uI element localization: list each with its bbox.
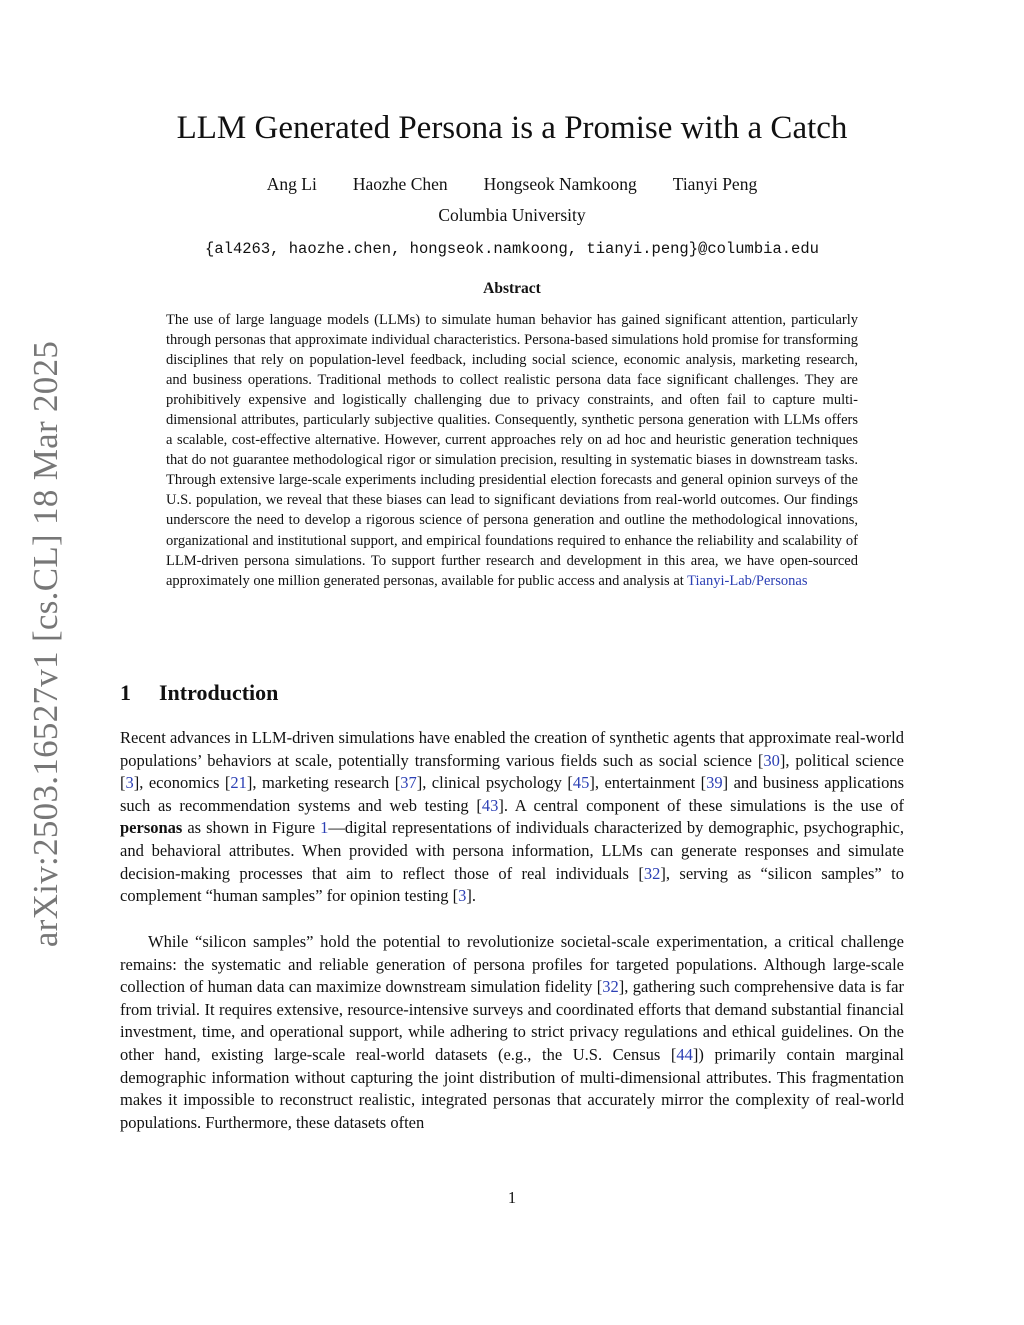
- abstract-text: The use of large language models (LLMs) to simulate human behavior has gained significant attention, particularly through personas that approximate individual characteristics. Persona-based simulations hold promise for transforming disciplines that rely on population-level feedback, including social science, economic analysis, marketing research, and business operations. Traditional methods to collect realistic persona data face significant challenges. They are prohibitively expensive and logistically challenging due to privacy constraints, and often fail to capture multi-dimensional attributes, particularly subjective qualities. Consequently, synthetic persona generation with LLMs offers a scalable, cost-effective alternative. However, current approaches rely on ad hoc and heuristic generation techniques that do not guarantee methodological rigor or simulation precision, resulting in systematic biases in downstream tasks. Through extensive large-scale experiments including presidential election forecasts and general opinion surveys of the U.S. population, we reveal that these biases can lead to significant deviations from real-world outcomes. Our findings underscore the need to develop a rigorous science of persona generation and outline the methodological innovations, organizational and institutional support, and empirical foundations required to enhance the reliability and scalability of LLM-driven persona simulations. To support further research and development in this area, we have open-sourced approximately one million generated personas, available for public access and analysis at: [166, 312, 858, 589]
- citation-link[interactable]: 3: [125, 773, 134, 793]
- paragraph-text: ], political science [: [120, 750, 904, 793]
- section-title: Introduction: [159, 680, 279, 705]
- author-emails: {al4263, haozhe.chen, hongseok.namkoong, tianyi.peng}@columbia.edu: [205, 240, 819, 258]
- figure-link[interactable]: 1: [320, 818, 329, 838]
- paragraph-text: ]) primarily contain marginal demographic information without capturing the joint distribution of multi-dimensional attributes. This fragmentation makes it impossible to reconstruct realistic, integrated personas that accurately mirror the complexity of real-world populations. Furthermore, these datasets often: [120, 1044, 904, 1132]
- author-name: Tianyi Peng: [672, 174, 758, 194]
- citation-link[interactable]: 3: [458, 886, 467, 906]
- citation-link[interactable]: 44: [676, 1044, 693, 1064]
- paragraph-text: While “silicon samples” hold the potential to revolutionize societal-scale experimentation, a critical challenge remains: the systematic and reliable generation of persona profiles for targeted populations. Although large-scale collection of human data can maximize downstream simulation fidelity [: [120, 932, 904, 997]
- paper-title: LLM Generated Persona is a Promise with a Catch: [176, 110, 848, 146]
- author-name: Haozhe Chen: [352, 174, 448, 194]
- paragraph-text: ]. A central component of these simulations is the use of: [498, 795, 904, 815]
- paragraph-text: ], serving as “silicon samples” to complement “human samples” for opinion testing [: [120, 863, 904, 906]
- paragraph-text: ] and business applications such as recommendation systems and web testing [: [120, 773, 905, 815]
- author-name: Hongseok Namkoong: [483, 174, 637, 194]
- paragraph-text: ].: [466, 886, 477, 906]
- paragraph-text: ], economics [: [133, 773, 231, 793]
- abstract-body: [166, 310, 858, 591]
- citation-link[interactable]: 32: [602, 977, 619, 997]
- author-list: [0, 174, 1024, 195]
- intro-paragraph-1: [120, 727, 904, 908]
- paragraph-text: ], clinical psychology [: [416, 773, 573, 793]
- section-heading-introduction: [120, 680, 278, 706]
- paragraph-text: as shown in Figure: [182, 818, 321, 838]
- paragraph-text: ], gathering such comprehensive data is far from trivial. It requires extensive, resource-intensive surveys and coordinated efforts that demand substantial financial investment, time, and operational support, while adhering to strict privacy regulations and ethical guidelines. On the other hand, existing large-scale real-world datasets (e.g., the U.S. Census [: [120, 977, 904, 1064]
- personas-dataset-link[interactable]: Tianyi-Lab/Personas: [687, 572, 808, 589]
- citation-link[interactable]: 43: [481, 795, 499, 815]
- affiliation: Columbia University: [438, 205, 586, 225]
- intro-paragraph-2: [120, 931, 904, 1134]
- author-name: Ang Li: [266, 174, 317, 194]
- personas-term: personas: [120, 818, 183, 838]
- paragraph-text: ], entertainment [: [589, 773, 707, 793]
- page-number: 1: [507, 1188, 517, 1207]
- citation-link[interactable]: 45: [572, 773, 590, 793]
- section-number: 1: [120, 680, 131, 705]
- citation-link[interactable]: 32: [643, 863, 661, 883]
- arxiv-identifier-text: arXiv:2503.16527v1 [cs.CL] 18 Mar 2025: [26, 340, 65, 948]
- abstract-heading: Abstract: [483, 280, 541, 297]
- citation-link[interactable]: 37: [400, 773, 417, 793]
- paragraph-text: Recent advances in LLM-driven simulations have enabled the creation of synthetic agents that approximate real-world populations’ behaviors at scale, potentially transforming various fields such as social science [: [120, 728, 904, 770]
- paragraph-text: ], marketing research [: [246, 773, 401, 793]
- citation-link[interactable]: 21: [230, 773, 247, 793]
- paragraph-text: —digital representations of individuals characterized by demographic, psychographic, and behavioral attributes. When provided with persona information, LLMs can generate responses and simulate decision-making processes that aim to reflect those of real individuals [: [120, 818, 904, 883]
- citation-link[interactable]: 39: [706, 773, 723, 793]
- citation-link[interactable]: 30: [763, 750, 780, 770]
